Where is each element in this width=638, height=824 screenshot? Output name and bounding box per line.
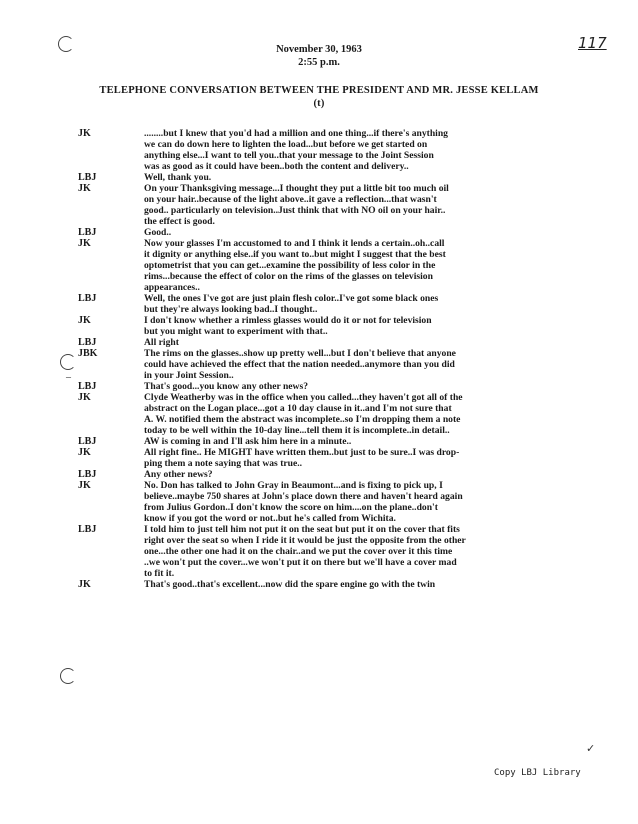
speech-line: one...the other one had it on the chair..and we put the cover over it this time [144,546,453,557]
speaker-label: JK [78,183,91,194]
transcript-entry [70,183,626,227]
speaker-label: JK [78,579,91,590]
speech-line: On your Thanksgiving message...I thought they put a little bit too much oil [144,183,449,194]
speech-line: we can do down here to lighten the load...but before we get started on [144,139,428,150]
speech-line: optometrist that you can get...examine the possibility of less color in the [144,260,436,271]
speech-line: ........but I knew that you'd had a million and one thing...if there's anything [144,128,448,139]
transcript-entry [70,238,626,293]
speech-text [144,524,626,579]
speech-line: anything else...I want to tell you..that your message to the Joint Session [144,150,434,161]
speech-text [144,238,626,293]
speech-line: abstract on the Logan place...got a 10 day clause in it..and I'm not sure that [144,403,452,414]
speaker-label: LBJ [78,524,97,535]
document-title-suffix: (t) [313,98,325,109]
transcript-entry [70,293,626,315]
speech-text [144,381,626,392]
speaker-label: LBJ [78,337,97,348]
speaker-label: JBK [78,348,98,359]
speech-text [144,436,626,447]
speech-line: in your Joint Session.. [144,370,234,381]
transcript-entry [70,128,626,172]
speech-line: but you might want to experiment with that.. [144,326,328,337]
speech-line: That's good..that's excellent...now did the spare engine go with the twin [144,579,436,590]
speech-text [144,480,626,524]
transcript-entry [70,579,626,590]
transcript-entry [70,227,626,238]
speech-text [144,348,626,381]
speaker-label: JK [78,447,91,458]
speech-line: but they're always looking bad..I thought.. [144,304,318,315]
speech-line: A. W. notified them the abstract was incomplete..so I'm dropping them a note [144,414,461,425]
speech-line: could have achieved the effect that the nation needed..anymore than you did [144,359,455,370]
speech-line: know if you got the word or not..but he's called from Wichita. [144,513,396,524]
speech-text [144,172,626,183]
speaker-label: JK [78,128,91,139]
speech-line: from Julius Gordon..I don't know the score on him....on the plane..don't [144,502,438,513]
check-mark: ✓ [586,742,596,755]
speaker-label: LBJ [78,172,97,183]
speaker-label: JK [78,315,91,326]
speech-line: was as good as it could have been..both the content and delivery.. [144,161,409,172]
speech-line: believe..maybe 750 shares at John's place down there and haven't heard again [144,491,463,502]
speaker-label: LBJ [78,381,97,392]
transcript-entry [70,172,626,183]
speech-text [144,579,626,590]
speaker-label: LBJ [78,227,97,238]
speech-line: today to be well within the 10-day line...tell them it is incomplete..in detail.. [144,425,450,436]
speech-text [144,183,626,227]
margin-mark: – [66,372,71,383]
transcript-entry [70,348,626,381]
speech-line: the effect is good. [144,216,215,227]
speech-line: right over the seat so when I ride it it would be just the opposite from the other [144,535,466,546]
speech-line: to fit it. [144,568,175,579]
transcript-entry [70,337,626,348]
speaker-label: LBJ [78,469,97,480]
speech-text [144,293,626,315]
speech-line: rims...because the effect of color on the rims of the glasses on television [144,271,433,282]
transcript-entry [70,480,626,524]
speech-line: ..we won't put the cover...we won't put it on there but we'll have a cover mad [144,557,457,568]
page-number: 117 [578,34,607,52]
speech-line: That's good...you know any other news? [144,381,309,392]
speech-line: Any other news? [144,469,213,480]
speech-line: Now your glasses I'm accustomed to and I think it lends a certain..oh..call [144,238,445,249]
speech-line: The rims on the glasses..show up pretty well...but I don't believe that anyone [144,348,456,359]
transcript-entry [70,436,626,447]
speaker-label: JK [78,238,91,249]
speech-line: All right [144,337,179,348]
speech-line: ping them a note saying that was true.. [144,458,303,469]
speech-line: Well, the ones I've got are just plain flesh color..I've got some black ones [144,293,439,304]
transcript-entry [70,381,626,392]
speaker-label: JK [78,480,91,491]
transcript-entry [70,469,626,480]
speaker-label: LBJ [78,436,97,447]
speech-line: AW is coming in and I'll ask him here in a minute.. [144,436,352,447]
transcript-entry [70,315,626,337]
speech-line: Good.. [144,227,172,238]
transcript-entry [70,524,626,579]
transcript [70,128,626,590]
library-footer: Copy LBJ Library [494,768,581,778]
speech-line: Clyde Weatherby was in the office when you called...they haven't got all of the [144,392,463,403]
speech-line: good.. particularly on television..Just think that with NO oil on your hair.. [144,205,446,216]
transcript-entry [70,447,626,469]
speech-line: I told him to just tell him not put it on the seat but put it on the cover that fits [144,524,460,535]
speech-text [144,447,626,469]
transcript-entry [70,392,626,436]
speech-line: Well, thank you. [144,172,212,183]
punch-hole-bottom [60,668,76,684]
speaker-label: JK [78,392,91,403]
speech-line: All right fine.. He MIGHT have written them..but just to be sure..I was drop- [144,447,460,458]
speech-line: it dignity or anything else..if you want to..but might I suggest that the best [144,249,446,260]
speech-line: on your hair..because of the light above..it gave a reflection...that wasn't [144,194,437,205]
document-title: TELEPHONE CONVERSATION BETWEEN THE PRESIDENT AND MR. JESSE KELLAM [99,85,539,96]
speech-line: No. Don has talked to John Gray in Beaumont...and is fixing to pick up, I [144,480,443,491]
document-time: 2:55 p.m. [298,57,340,68]
speech-text [144,227,626,238]
speech-text [144,392,626,436]
document-date: November 30, 1963 [276,44,362,55]
speaker-label: LBJ [78,293,97,304]
speech-text [144,315,626,337]
speech-line: appearances.. [144,282,200,293]
speech-text [144,128,626,172]
speech-text [144,337,626,348]
speech-text [144,469,626,480]
speech-line: I don't know whether a rimless glasses would do it or not for television [144,315,432,326]
